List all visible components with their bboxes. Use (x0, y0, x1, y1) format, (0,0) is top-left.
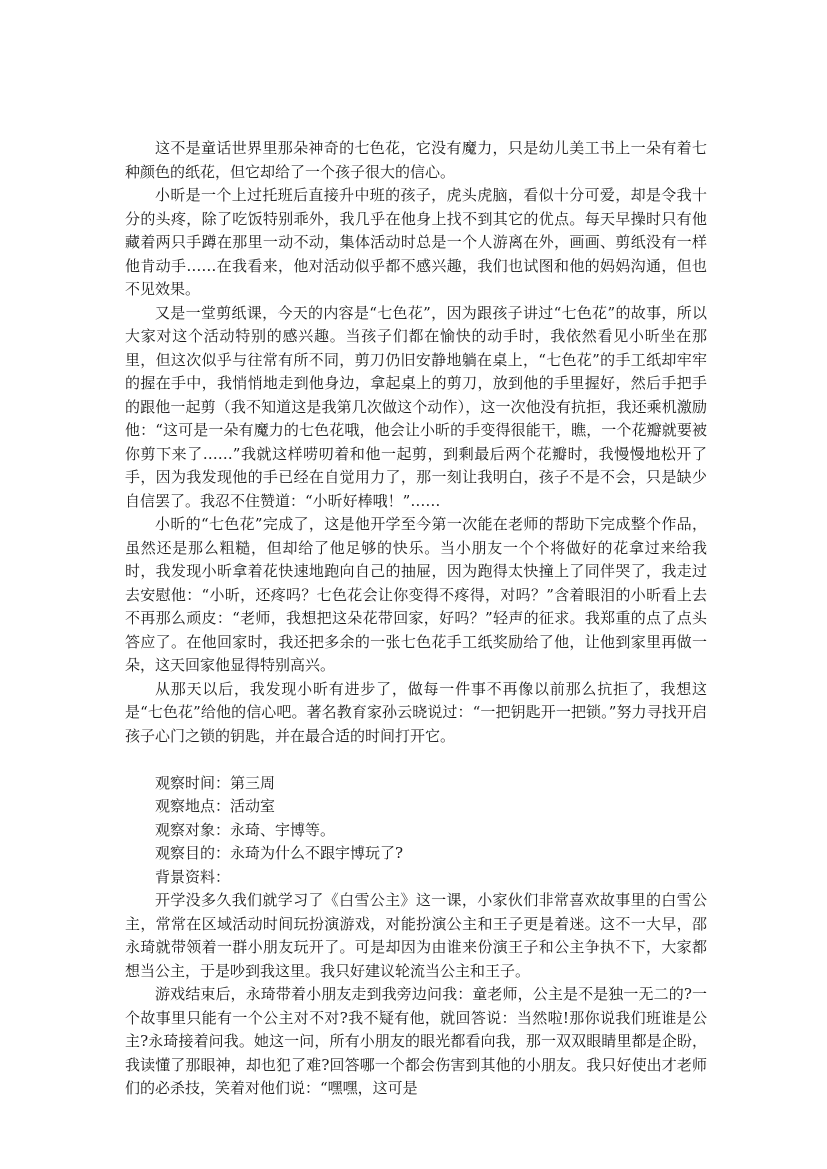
story-paragraph-5: 从那天以后，我发现小昕有进步了，做每一件事不再像以前那么抗拒了，我想这是“七色花”给他的信心吧。著名教育家孙云晓说过：“一把钥匙开一把锁。”努力寻找开启孩子心门之锁的钥匙，并在最合适的时间打开它。 (125, 679, 707, 745)
story-paragraph-4: 小昕的“七色花”完成了，这是他开学至今第一次能在老师的帮助下完成整个作品，虽然还是那么粗糙，但却给了他足够的快乐。当小朋友一个个将做好的花拿过来给我时，我发现小昕拿着花快速地跑向自己的抽屉，因为跑得太快撞上了同伴哭了，我走过去安慰他：“小昕，还疼吗？七色花会让你变得不疼得，对吗？”含着眼泪的小昕看上去不再那么顽皮：“老师，我想把这朵花带回家，好吗？”轻声的征求。我郑重的点了点头答应了。在他回家时，我还把多余的一张七色花手工纸奖励给了他，让他到家里再做一朵，这天回家他显得特别高兴。 (125, 515, 707, 674)
observation-paragraph-1: 开学没多久我们就学习了《白雪公主》这一课，小家伙们非常喜欢故事里的白雪公主，常常在区域活动时间玩扮演游戏，对能扮演公主和王子更是着迷。这不一大早，邵永琦就带领着一群小朋友玩开了。可是却因为由谁来份演王子和公主争执不下，大家都想当公主，于是吵到我这里。我只好建议轮流当公主和王子。 (125, 891, 707, 980)
observation-subjects: 观察对象：永琦、宇博等。 (155, 820, 336, 839)
story-paragraph-2: 小昕是一个上过托班后直接升中班的孩子，虎头虎脑，看似十分可爱，却是令我十分的头疼，除了吃饭特别乖外，我几乎在他身上找不到其它的优点。每天早操时只有他藏着两只手蹲在那里一动不动，集体活动时总是一个人游离在外，画画、剪纸没有一样他肯动手……在我看来，他对活动似乎都不感兴趣，我们也试图和他的妈妈沟通，但也不见效果。 (125, 186, 707, 298)
background-label: 背景资料： (155, 867, 231, 886)
document-body (125, 137, 707, 1101)
observation-paragraph-2: 游戏结束后，永琦带着小朋友走到我旁边问我：童老师，公主是不是独一无二的?一个故事里只能有一个公主对不对?我不疑有他，就回答说：当然啦!那你说我们班谁是公主?永琦接着问我。她这一问，所有小朋友的眼光都看向我，那一双双眼睛里都是企盼，我读懂了那眼神，却也犯了难?回答哪一个都会伤害到其他的小朋友。我只好使出才老师们的必杀技，笑着对他们说：“嘿嘿，这可是 (125, 985, 707, 1097)
story-paragraph-3: 又是一堂剪纸课，今天的内容是“七色花”，因为跟孩子讲过“七色花”的故事，所以大家对这个活动特别的感兴趣。当孩子们都在愉快的动手时，我依然看见小昕坐在那里，但这次似乎与往常有所不同，剪刀仍旧安静地躺在桌上，“七色花”的手工纸却牢牢的握在手中，我悄悄地走到他身边，拿起桌上的剪刀，放到他的手里握好，然后手把手的跟他一起剪（我不知道这是我第几次做这个动作），这一次他没有抗拒，我还乘机激励他：“这可是一朵有魔力的七色花哦，他会让小昕的手变得很能干，瞧，一个花瓣就要被你剪下来了……”我就这样唠叨着和他一起剪，到剩最后两个花瓣时，我慢慢地松开了手，因为我发现他的手已经在自觉用力了，那一刻让我明白，孩子不是不会，只是缺少自信罢了。我忍不住赞道：“小昕好棒哦！”…… (125, 303, 707, 510)
observation-purpose: 观察目的：永琦为什么不跟宇博玩了? (155, 844, 404, 862)
story-paragraph-1: 这不是童话世界里那朵神奇的七色花，它没有魔力，只是幼儿美工书上一朵有着七种颜色的纸花，但它却给了一个孩子很大的信心。 (125, 139, 707, 181)
observation-time: 观察时间：第三周 (155, 773, 276, 792)
section-gap (125, 748, 707, 772)
observation-place: 观察地点：活动室 (155, 797, 276, 815)
